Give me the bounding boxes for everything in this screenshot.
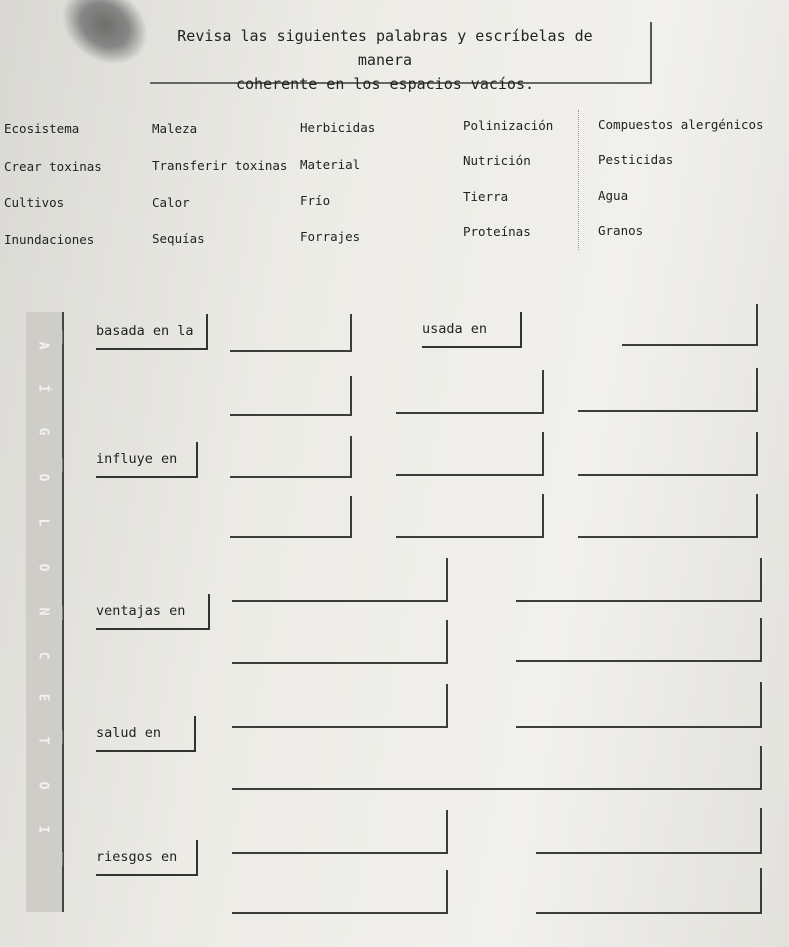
answer-blank[interactable] <box>516 682 762 728</box>
instructions-line-2: coherente en los espacios vacíos. <box>235 75 534 93</box>
label-basada <box>96 314 208 350</box>
word-calor: Calor <box>152 195 190 210</box>
word-tierra: Tierra <box>463 189 509 204</box>
answer-blank[interactable] <box>232 870 448 914</box>
vertical-letter: O <box>35 781 51 790</box>
answer-blank[interactable] <box>230 314 352 352</box>
word-crear-toxinas: Crear toxinas <box>4 159 102 174</box>
label-ventajas-text: ventajas en <box>96 603 186 619</box>
vertical-letter: G <box>35 427 51 436</box>
connector-tick <box>62 730 63 744</box>
label-salud-text: salud en <box>96 725 162 741</box>
answer-blank[interactable] <box>622 304 758 346</box>
word-inundaciones: Inundaciones <box>4 232 95 247</box>
answer-blank[interactable] <box>578 368 758 412</box>
answer-blank[interactable] <box>232 558 448 602</box>
word-cultivos: Cultivos <box>4 195 65 210</box>
connector-tick <box>62 458 63 472</box>
vertical-letter: E <box>35 693 51 702</box>
vertical-letter: I <box>35 825 51 834</box>
word-proteinas: Proteínas <box>463 224 531 239</box>
answer-blank[interactable] <box>232 810 448 854</box>
label-influye-text: influye en <box>96 451 178 467</box>
label-basada-text: basada en la <box>96 323 194 339</box>
answer-blank[interactable] <box>396 432 544 476</box>
answer-blank[interactable] <box>232 684 448 728</box>
vertical-letter: T <box>35 736 51 745</box>
word-frio: Frío <box>300 193 331 208</box>
answer-blank[interactable] <box>396 494 544 538</box>
answer-blank[interactable] <box>230 496 352 538</box>
vertical-letter: O <box>35 563 51 572</box>
word-sequias: Sequías <box>152 231 205 246</box>
answer-blank[interactable] <box>396 370 544 414</box>
label-usada <box>422 312 522 348</box>
vertical-letter: A <box>35 341 51 350</box>
word-nutricion: Nutrición <box>463 153 531 168</box>
answer-blank[interactable] <box>578 432 758 476</box>
answer-blank[interactable] <box>536 868 762 914</box>
vertical-letter: Í <box>35 384 51 393</box>
label-riesgos-text: riesgos en <box>96 849 178 865</box>
answer-blank[interactable] <box>232 746 762 790</box>
answer-blank[interactable] <box>230 436 352 478</box>
label-riesgos <box>96 840 198 876</box>
connector-tick <box>62 606 63 620</box>
word-forrajes: Forrajes <box>300 229 361 244</box>
vertical-letter: C <box>35 651 51 660</box>
label-salud <box>96 716 196 752</box>
label-ventajas <box>96 594 210 630</box>
connector-tick <box>62 330 63 344</box>
word-polinizacion: Polinización <box>463 118 554 133</box>
word-agua: Agua <box>598 188 629 203</box>
word-bank-separator <box>578 110 580 250</box>
label-influye <box>96 442 198 478</box>
word-compuestos-alergenicos: Compuestos alergénicos <box>598 117 764 132</box>
answer-blank[interactable] <box>516 618 762 662</box>
word-ecosistema: Ecosistema <box>4 121 80 136</box>
instructions <box>150 24 620 96</box>
word-granos: Granos <box>598 223 644 238</box>
connector-tick <box>62 852 63 866</box>
vertical-letter: L <box>35 518 51 527</box>
answer-blank[interactable] <box>232 620 448 664</box>
answer-blank[interactable] <box>516 558 762 602</box>
word-herbicidas: Herbicidas <box>300 120 376 135</box>
word-maleza: Maleza <box>152 121 198 136</box>
word-pesticidas: Pesticidas <box>598 152 674 167</box>
vertical-letter: O <box>35 473 51 482</box>
instructions-line-1: Revisa las siguientes palabras y escríbelas de manera <box>177 27 593 69</box>
label-usada-text: usada en <box>422 321 488 337</box>
answer-blank[interactable] <box>578 494 758 538</box>
answer-blank[interactable] <box>536 808 762 854</box>
word-material: Material <box>300 157 361 172</box>
answer-blank[interactable] <box>230 376 352 416</box>
vertical-letter: N <box>35 607 51 616</box>
word-transferir-toxinas: Transferir toxinas <box>152 158 288 173</box>
